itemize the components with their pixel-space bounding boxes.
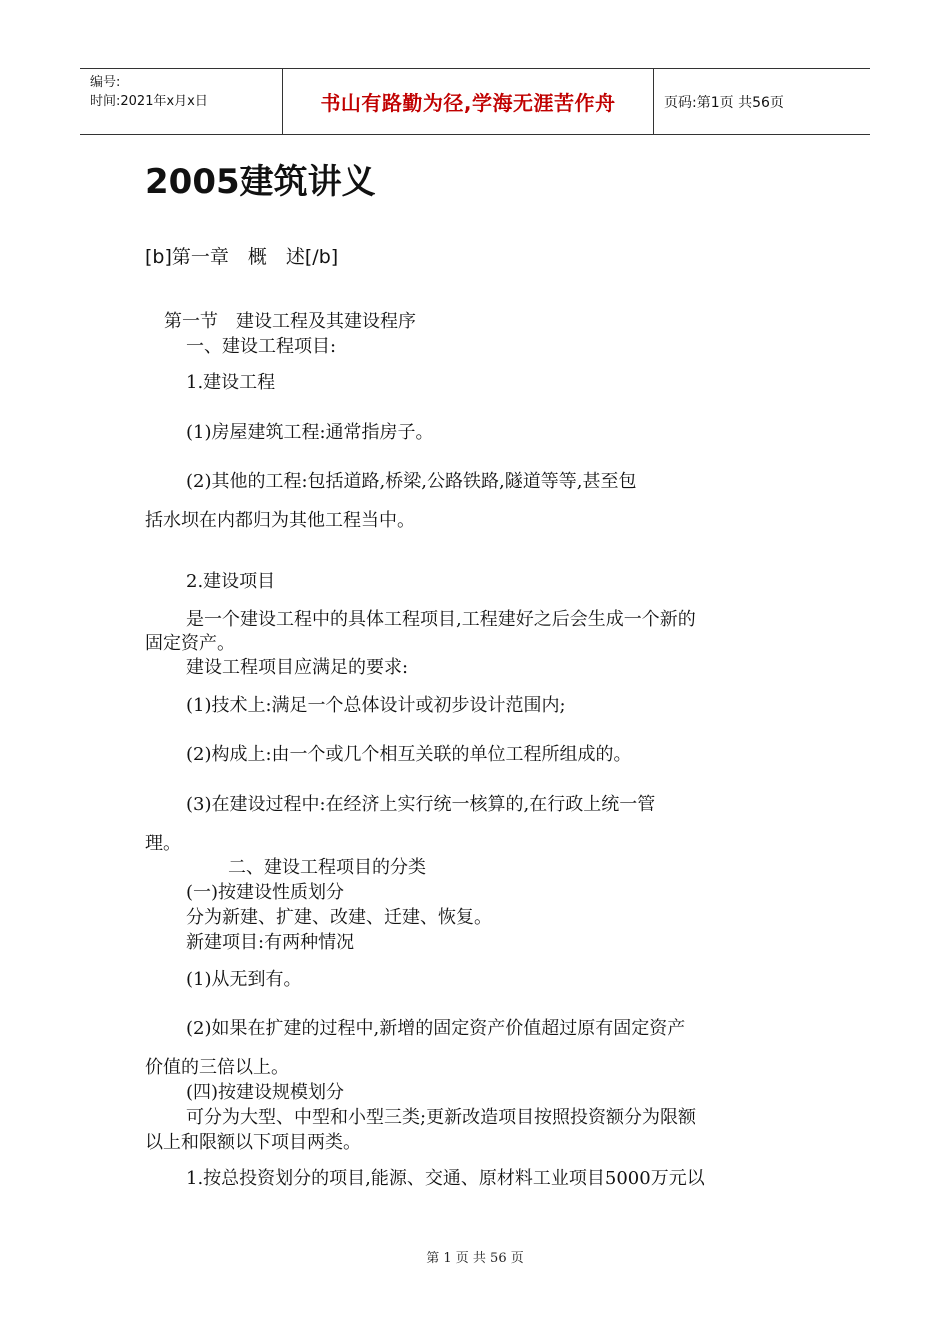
- paragraph: 新建项目:有两种情况: [186, 932, 355, 953]
- header-meta: [80, 69, 282, 134]
- paragraph: 1.按总投资划分的项目,能源、交通、原材料工业项目5000万元以: [186, 1168, 705, 1189]
- header-page-info: 页码:第1页 共56页: [664, 94, 784, 111]
- subsection-heading: 二、建设工程项目的分类: [228, 857, 426, 878]
- paragraph: (2)其他的工程:包括道路,桥梁,公路铁路,隧道等等,甚至包: [186, 471, 637, 492]
- paragraph: 分为新建、扩建、改建、迁建、恢复。: [186, 907, 492, 928]
- page-header: [80, 68, 870, 135]
- paragraph: (1)从无到有。: [186, 969, 302, 990]
- item-heading: 2.建设项目: [186, 571, 276, 592]
- item-heading: 1.建设工程: [186, 372, 276, 393]
- section-heading: 第一节 建设工程及其建设程序: [164, 311, 416, 332]
- page-footer: 第 1 页 共 56 页: [426, 1251, 524, 1266]
- chapter-heading: [b]第一章 概 述[/b]: [145, 246, 339, 268]
- paragraph-continuation: 价值的三倍以上。: [145, 1057, 289, 1078]
- paragraph-continuation: 以上和限额以下项目两类。: [145, 1132, 361, 1153]
- subsection-heading: 一、建设工程项目:: [186, 336, 337, 357]
- paragraph: 可分为大型、中型和小型三类;更新改造项目按照投资额分为限额: [186, 1107, 697, 1128]
- paragraph: (2)构成上:由一个或几个相互关联的单位工程所组成的。: [186, 744, 632, 765]
- time-label: 时间:2021年x月x日: [90, 94, 208, 109]
- paragraph: (1)技术上:满足一个总体设计或初步设计范围内;: [186, 695, 566, 716]
- subsection-heading: (四)按建设规模划分: [186, 1082, 345, 1103]
- number-label: 编号:: [90, 75, 121, 90]
- subsection-heading: (一)按建设性质划分: [186, 882, 345, 903]
- document-title: 2005建筑讲义: [145, 162, 376, 202]
- paragraph-continuation: 理。: [145, 833, 181, 854]
- paragraph: (2)如果在扩建的过程中,新增的固定资产价值超过原有固定资产: [186, 1018, 686, 1039]
- paragraph: (1)房屋建筑工程:通常指房子。: [186, 422, 434, 443]
- paragraph: 是一个建设工程中的具体工程项目,工程建好之后会生成一个新的: [186, 609, 696, 630]
- header-motto: 书山有路勤为径,学海无涯苦作舟: [282, 69, 654, 134]
- paragraph-continuation: 括水坝在内都归为其他工程当中。: [145, 510, 415, 531]
- paragraph: 建设工程项目应满足的要求:: [186, 657, 409, 678]
- paragraph: (3)在建设过程中:在经济上实行统一核算的,在行政上统一管: [186, 794, 656, 815]
- paragraph-continuation: 固定资产。: [145, 633, 235, 654]
